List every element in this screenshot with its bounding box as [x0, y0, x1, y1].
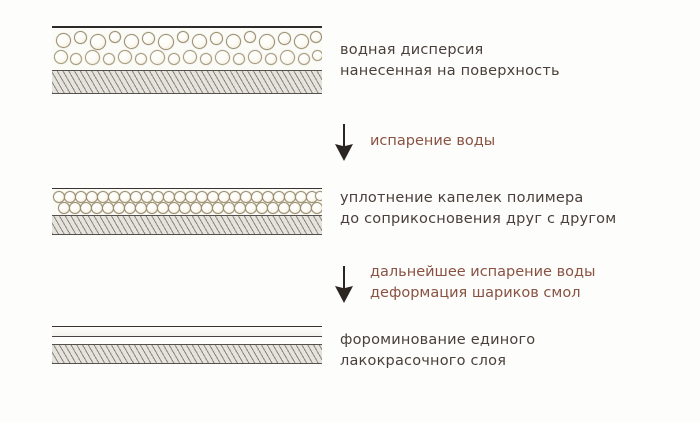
droplet — [109, 31, 121, 43]
droplet — [85, 50, 100, 65]
stage-3-layer-stack — [52, 326, 322, 364]
stage-2-layer-stack — [52, 188, 322, 235]
stage-3-caption-line-2: лакокрасочного слоя — [340, 353, 507, 369]
down-arrow-icon — [331, 124, 357, 162]
droplet — [226, 34, 241, 49]
droplet — [248, 50, 262, 64]
droplet — [103, 53, 115, 65]
droplet — [200, 53, 212, 65]
droplet — [142, 32, 155, 45]
droplet — [90, 34, 106, 50]
droplet — [70, 53, 82, 65]
transition-1-note-line-1: испарение воды — [370, 133, 496, 149]
stage-2-caption-line-2: до соприкосновения друг с другом — [340, 211, 617, 227]
droplet — [124, 34, 139, 49]
stage-2-caption-line-1: уплотнение капелек полимера — [340, 190, 584, 206]
continuous-film-layer — [52, 326, 322, 337]
droplet — [315, 191, 322, 201]
film-gap — [52, 337, 322, 344]
droplet-dispersion-layer — [52, 28, 322, 70]
stage-2-caption — [340, 188, 616, 230]
droplet — [54, 50, 68, 64]
droplet — [210, 32, 223, 45]
substrate-hatched — [52, 215, 322, 235]
substrate-hatched — [52, 344, 322, 364]
transition-2-note-line-2: деформация шариков смол — [370, 285, 581, 301]
droplet — [168, 53, 180, 65]
droplet — [280, 50, 295, 65]
droplet — [311, 202, 322, 214]
droplet — [265, 53, 277, 65]
stage-3-caption-line-1: фороминование единого — [340, 332, 536, 348]
stage-1-caption — [340, 40, 560, 82]
droplet — [312, 50, 322, 61]
droplet — [233, 53, 245, 65]
stage-3-caption — [340, 330, 535, 372]
droplet — [215, 50, 230, 65]
droplet — [244, 31, 256, 43]
stage-1-group — [52, 26, 322, 94]
stage-1-caption-line-2: нанесенная на поверхность — [340, 63, 560, 79]
droplet — [135, 53, 147, 65]
stage-3-group — [52, 326, 322, 364]
droplet — [298, 53, 310, 65]
droplet — [192, 34, 207, 49]
packed-droplets-layer — [52, 189, 322, 215]
droplet — [259, 34, 275, 50]
droplet — [310, 31, 322, 43]
stage-2-group — [52, 188, 322, 235]
substrate-hatched — [52, 70, 322, 94]
transition-2-note-line-1: дальнейшее испарение воды — [370, 264, 596, 280]
transition-1-note — [370, 131, 495, 152]
droplet — [56, 33, 71, 48]
droplet — [158, 34, 174, 50]
droplet — [278, 32, 291, 45]
stage-1-layer-stack — [52, 26, 322, 94]
droplet — [150, 50, 165, 65]
droplet — [74, 31, 87, 44]
droplet — [118, 50, 132, 64]
droplet — [294, 34, 309, 49]
transition-2-note — [370, 262, 595, 304]
droplet — [183, 50, 197, 64]
droplet — [177, 31, 189, 43]
stage-1-caption-line-1: водная дисперсия — [340, 42, 484, 58]
down-arrow-icon — [331, 266, 357, 304]
